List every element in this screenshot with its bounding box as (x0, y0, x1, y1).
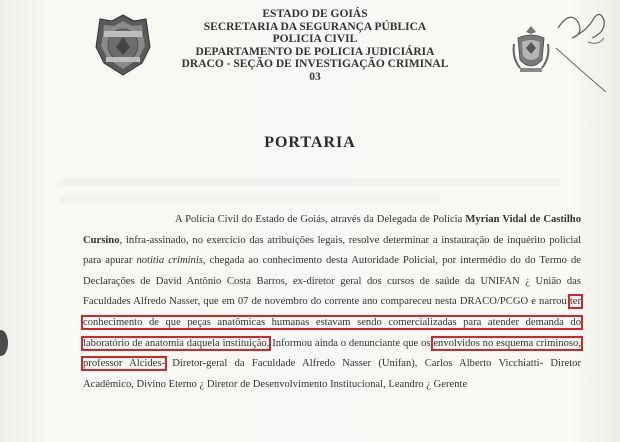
body-segment: Diretor-geral da Faculdade Alfredo Nasser (Unifan), Carlos Alberto Vicchiatti- Diretor Acadêmico, Divino Eterno ¿ Diretor de Desenvolvimento Institucional, Leandro ¿ Gerente (83, 358, 581, 390)
highlight-box-involved: envolvidos no esquema criminoso, professor Alcides- (83, 337, 581, 370)
document-title: PORTARIA (264, 134, 356, 151)
body-segment: , chegada ao conhecimento desta Autoridade Policial, por intermédio do do Termo de Declarações de David Antônio Costa Barros, ex-diretor geral dos cursos de saúde da UNIFAN ¿ União das Faculdades Alfredo Nasser, que em 07 de novembro do corrente ano compareceu nesta DRACO/PCGO e narrou (83, 255, 581, 308)
header-line-police: POLICIA CIVIL (272, 33, 358, 45)
signature-icon (548, 8, 618, 98)
body-segment: A Polícia Civil do Estado de Goiás, através da Delegada de Polícia (175, 214, 466, 225)
officer-name: Myrian Vidal de Castilho Cursino (83, 214, 581, 246)
header-line-section: DRACO - SEÇÃO DE INVESTIGAÇÃO CRIMINAL (181, 58, 449, 70)
highlight-box-anatomy: ter conhecimento de que peças anatômicas humanas estavam sendo comercializadas para atender demanda do laboratório de anatomia daquela instituição. (83, 296, 581, 349)
body-paragraph (83, 210, 581, 395)
latin-term: notitia criminis (136, 255, 203, 267)
header-line-department: DEPARTAMENTO DE POLICIA JUDICIÁRIA (195, 45, 435, 58)
body-segment: , infra-assinado, no exercício das atribuições legais, resolve determinar a instauração de inquérito policial para apurar (83, 234, 581, 267)
police-badge-icon (94, 13, 152, 79)
body-segment: Informou ainda o denunciante que os (269, 337, 434, 349)
document-header (150, 8, 480, 83)
header-line-secretariat: SECRETARIA DA SEGURANÇA PÚBLICA (203, 20, 427, 33)
header-line-state: ESTADO DE GOIÁS (262, 8, 368, 20)
portaria-body (83, 210, 581, 395)
bleed-through-mark (60, 178, 560, 186)
state-crest-icon (512, 22, 550, 78)
header-line-number: 03 (309, 70, 321, 83)
punch-hole (0, 330, 8, 356)
bleed-through-mark (60, 195, 440, 203)
